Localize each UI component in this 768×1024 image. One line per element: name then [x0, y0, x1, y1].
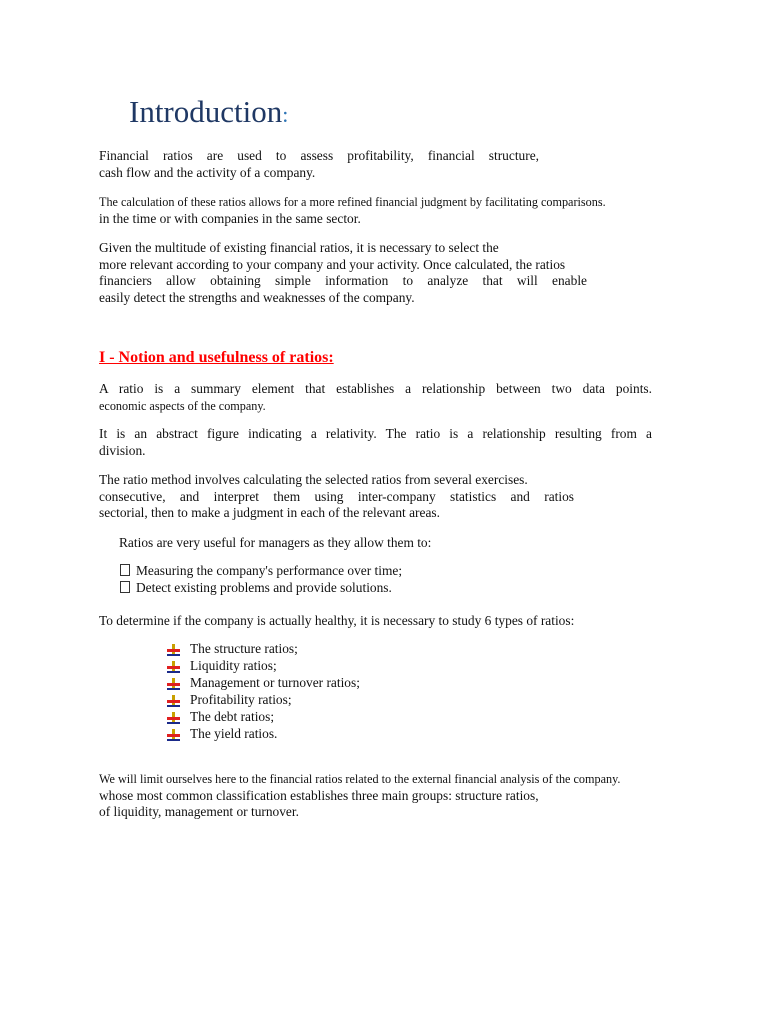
text-line: of liquidity, management or turnover.: [99, 804, 299, 820]
list-item: [167, 709, 360, 726]
section-paragraph-3: [99, 472, 599, 522]
list-item: [167, 641, 360, 658]
text-line: A ratio is a summary element that establishes a relationship between two data points.: [99, 381, 652, 396]
intro-paragraph-2: [99, 194, 695, 227]
ratio-types-list: [167, 641, 360, 742]
text-line: The calculation of these ratios allows for a more refined financial judgment by facilitating comparisons.: [99, 195, 606, 209]
text-line: cash flow and the activity of a company.: [99, 164, 316, 180]
list-item-text: Detect existing problems and provide solutions.: [136, 579, 392, 595]
page-title: [129, 92, 288, 135]
text-line: It is an abstract figure indicating a relativity. The ratio is a relationship resulting from a: [99, 426, 652, 441]
section-heading-text: I - Notion and usefulness of ratios:: [99, 349, 334, 366]
section-paragraph-2: [99, 426, 652, 459]
closing-paragraph: [99, 771, 703, 821]
plus-bullet-icon: [167, 695, 180, 707]
text-line: division.: [99, 442, 146, 458]
title-text: Introduction: [129, 94, 283, 129]
list-item-text: Measuring the company's performance over time;: [136, 563, 403, 578]
useful-list: [120, 563, 402, 596]
section-heading: [99, 348, 334, 368]
list-item-text: The yield ratios.: [190, 725, 278, 741]
checkbox-icon: [120, 564, 130, 576]
list-item-text: Liquidity ratios;: [190, 657, 277, 673]
list-item: [167, 658, 360, 675]
plus-bullet-icon: [167, 729, 180, 741]
text-line: To determine if the company is actually healthy, it is necessary to study 6 types of ratios:: [99, 613, 575, 628]
list-item-text: The structure ratios;: [190, 641, 298, 656]
intro-paragraph-3: [99, 240, 635, 306]
text-line: sectorial, then to make a judgment in each of the relevant areas.: [99, 505, 440, 521]
text-line: We will limit ourselves here to the financial ratios related to the external financial analysis of the company.: [99, 772, 621, 786]
text-line: Ratios are very useful for managers as they allow them to:: [119, 535, 432, 550]
list-item: [167, 675, 360, 692]
intro-paragraph-1: [99, 148, 539, 181]
text-line: economic aspects of the company.: [99, 398, 266, 413]
useful-intro: [119, 535, 431, 552]
text-line: easily detect the strengths and weaknesses of the company.: [99, 289, 415, 305]
text-line: whose most common classification establishes three main groups: structure ratios,: [99, 787, 539, 803]
text-line: The ratio method involves calculating the selected ratios from several exercises.: [99, 472, 528, 487]
list-item-text: The debt ratios;: [190, 708, 275, 724]
section-paragraph-1: [99, 381, 652, 414]
plus-bullet-icon: [167, 644, 180, 656]
checkbox-icon: [120, 581, 130, 593]
list-item-text: Management or turnover ratios;: [190, 674, 360, 690]
list-item: [167, 726, 360, 743]
text-line: consecutive, and interpret them using inter-company statistics and ratios: [99, 488, 574, 504]
text-line: more relevant according to your company and your activity. Once calculated, the ratios: [99, 256, 566, 272]
list-item: [120, 580, 402, 597]
text-line: in the time or with companies in the same sector.: [99, 210, 361, 226]
text-line: Given the multitude of existing financial ratios, it is necessary to select the: [99, 240, 499, 255]
plus-bullet-icon: [167, 678, 180, 690]
plus-bullet-icon: [167, 712, 180, 724]
types-intro: [99, 613, 574, 630]
list-item: [120, 563, 402, 580]
text-line: financiers allow obtaining simple information to analyze that will enable: [99, 273, 587, 289]
list-item-text: Profitability ratios;: [190, 691, 292, 707]
plus-bullet-icon: [167, 661, 180, 673]
title-colon: :: [282, 102, 289, 127]
list-item: [167, 692, 360, 709]
text-line: Financial ratios are used to assess profitability, financial structure,: [99, 148, 539, 163]
